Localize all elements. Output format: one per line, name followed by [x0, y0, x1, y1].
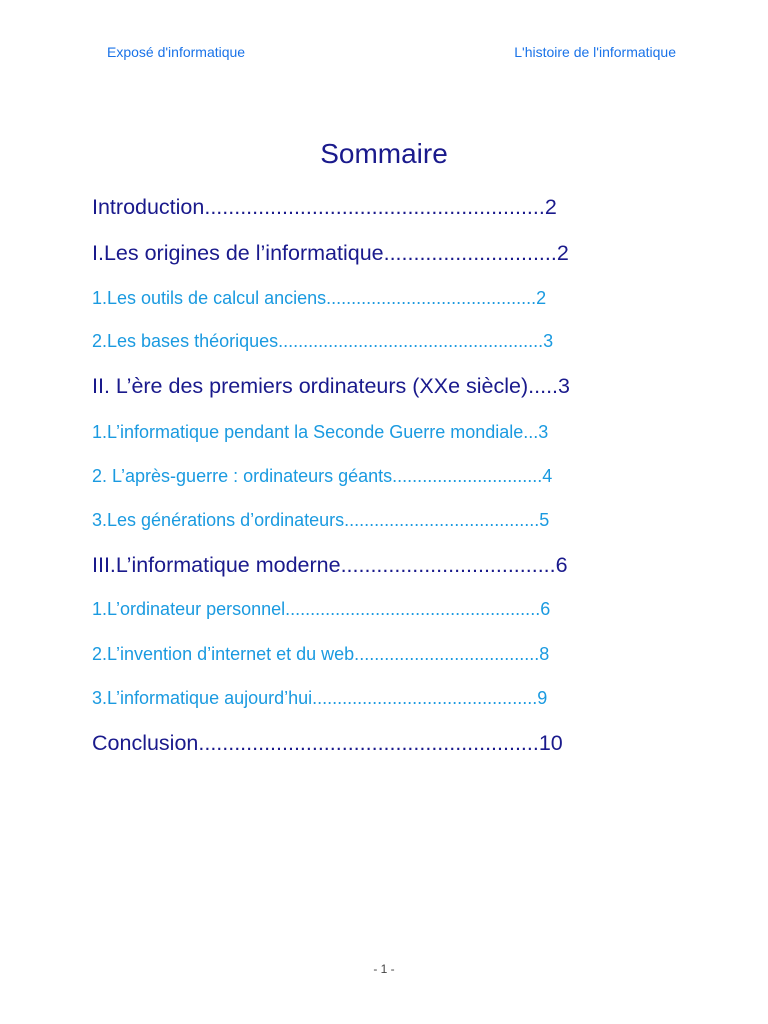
page-title: Sommaire: [320, 138, 448, 169]
toc-entry-aujourdhui: 3.L’informatique aujourd’hui.............................................9: [92, 688, 548, 708]
toc-entry-generations: 3.Les générations d’ordinateurs.......................................5: [92, 510, 550, 530]
toc-entry-ordinateur-personnel: 1.L’ordinateur personnel...................................................6: [92, 599, 551, 619]
toc-entry-informatique-moderne: III.L’informatique moderne....................................6: [92, 553, 568, 577]
toc-entry-conclusion: Conclusion.........................................................10: [92, 731, 563, 755]
header-right-text: L'histoire de l'informatique: [514, 44, 676, 60]
toc-entry-internet-web: 2.L’invention d’internet et du web.....................................8: [92, 644, 550, 664]
toc-entry-bases-theoriques: 2.Les bases théoriques.....................................................3: [92, 331, 554, 351]
page-number: - 1 -: [373, 962, 395, 976]
toc-entry-origines: I.Les origines de l’informatique.............................2: [92, 241, 569, 265]
toc-entry-seconde-guerre: 1.L’informatique pendant la Seconde Guerre mondiale...3: [92, 422, 549, 442]
toc-entry-apres-guerre: 2. L’après-guerre : ordinateurs géants..............................4: [92, 466, 553, 486]
toc-entry-outils-calcul: 1.Les outils de calcul anciens..........................................2: [92, 288, 547, 308]
toc-entry-premiers-ordinateurs: II. L’ère des premiers ordinateurs (XXe siècle).....3: [92, 374, 570, 398]
header-left-text: Exposé d'informatique: [107, 44, 246, 60]
toc-entry-introduction: Introduction.........................................................2: [92, 195, 557, 219]
